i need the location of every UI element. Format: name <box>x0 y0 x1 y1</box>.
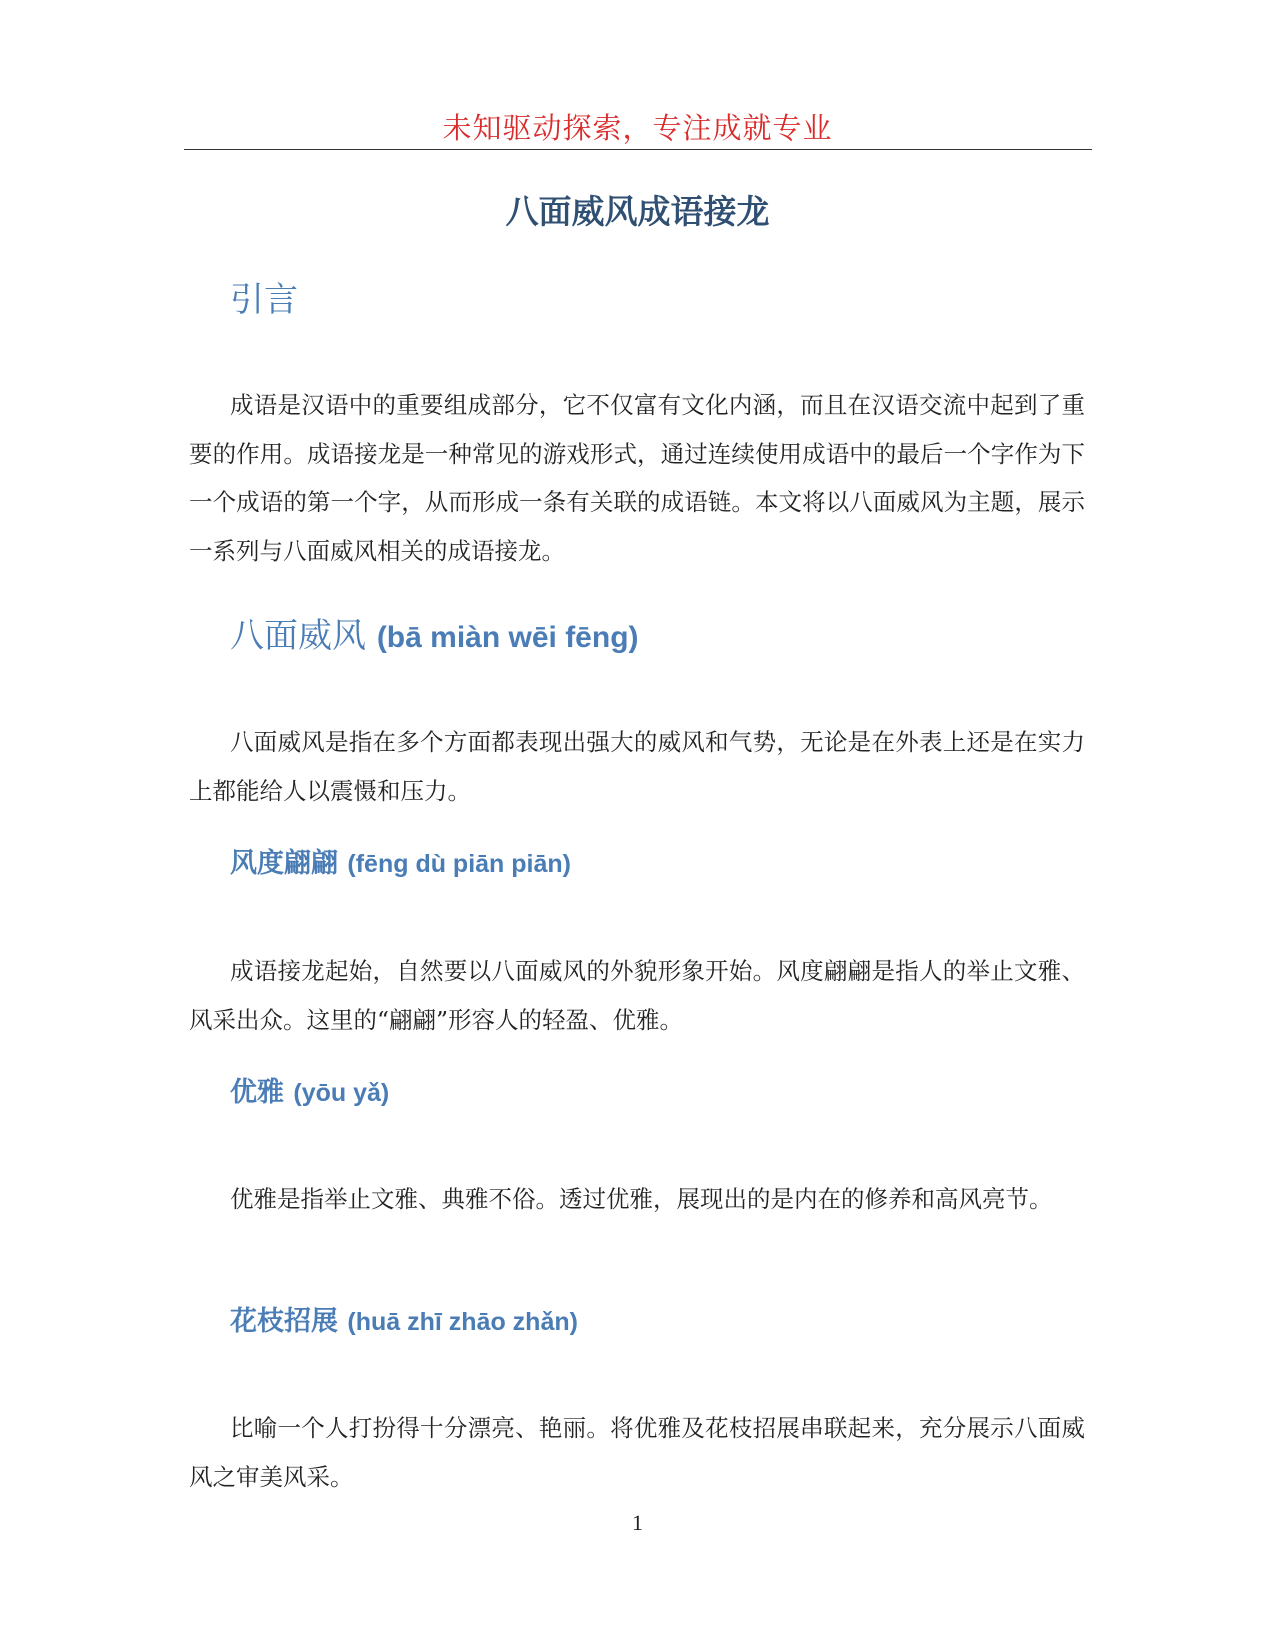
section-heading-huazhi <box>230 1302 578 1342</box>
section-heading-youya <box>230 1073 389 1113</box>
intro-paragraph: 成语是汉语中的重要组成部分，它不仅富有文化内涵，而且在汉语交流中起到了重要的作用。成语接龙是一种常见的游戏形式，通过连续使用成语中的最后一个字作为下一个成语的第一个字，从而形成一条有关联的成语链。本文将以八面威风为主题，展示一系列与八面威风相关的成语接龙。 <box>189 391 1085 565</box>
intro-heading-text: 引言 <box>230 280 298 320</box>
fengdu-heading-text: 风度翩翩 <box>230 848 338 879</box>
huazhi-heading-pinyin: (huā zhī zhāo zhǎn) <box>347 1308 578 1336</box>
fengdu-paragraph: 成语接龙起始，自然要以八面威风的外貌形象开始。风度翩翩是指人的举止文雅、风采出众。这里的“翩翩”形容人的轻盈、优雅。 <box>189 957 1085 1034</box>
section-heading-intro <box>230 276 298 324</box>
fengdu-heading-pinyin: (fēng dù piān piān) <box>347 850 571 878</box>
bamian-paragraph: 八面威风是指在多个方面都表现出强大的威风和气势，无论是在外表上还是在实力上都能给人以震慑和压力。 <box>189 728 1085 805</box>
bamian-heading-pinyin: (bā miàn wēi fēng) <box>376 621 639 654</box>
youya-heading-text: 优雅 <box>230 1077 284 1108</box>
header-divider <box>184 149 1092 150</box>
youya-heading-pinyin: (yōu yǎ) <box>293 1079 390 1107</box>
youya-paragraph: 优雅是指举止文雅、典雅不俗。透过优雅，展现出的是内在的修养和高风亮节。 <box>230 1185 1053 1213</box>
section-heading-fengdu <box>230 844 571 884</box>
huazhi-heading-text: 花枝招展 <box>230 1306 338 1337</box>
section-heading-bamian <box>230 612 639 662</box>
header-slogan: 未知驱动探索，专注成就专业 <box>442 111 833 145</box>
huazhi-paragraph: 比喻一个人打扮得十分漂亮、艳丽。将优雅及花枝招展串联起来，充分展示八面威风之审美风采。 <box>189 1414 1085 1491</box>
page-number: 1 <box>632 1510 643 1535</box>
document-title: 八面威风成语接龙 <box>505 192 770 231</box>
bamian-heading-text: 八面威风 <box>230 616 366 656</box>
